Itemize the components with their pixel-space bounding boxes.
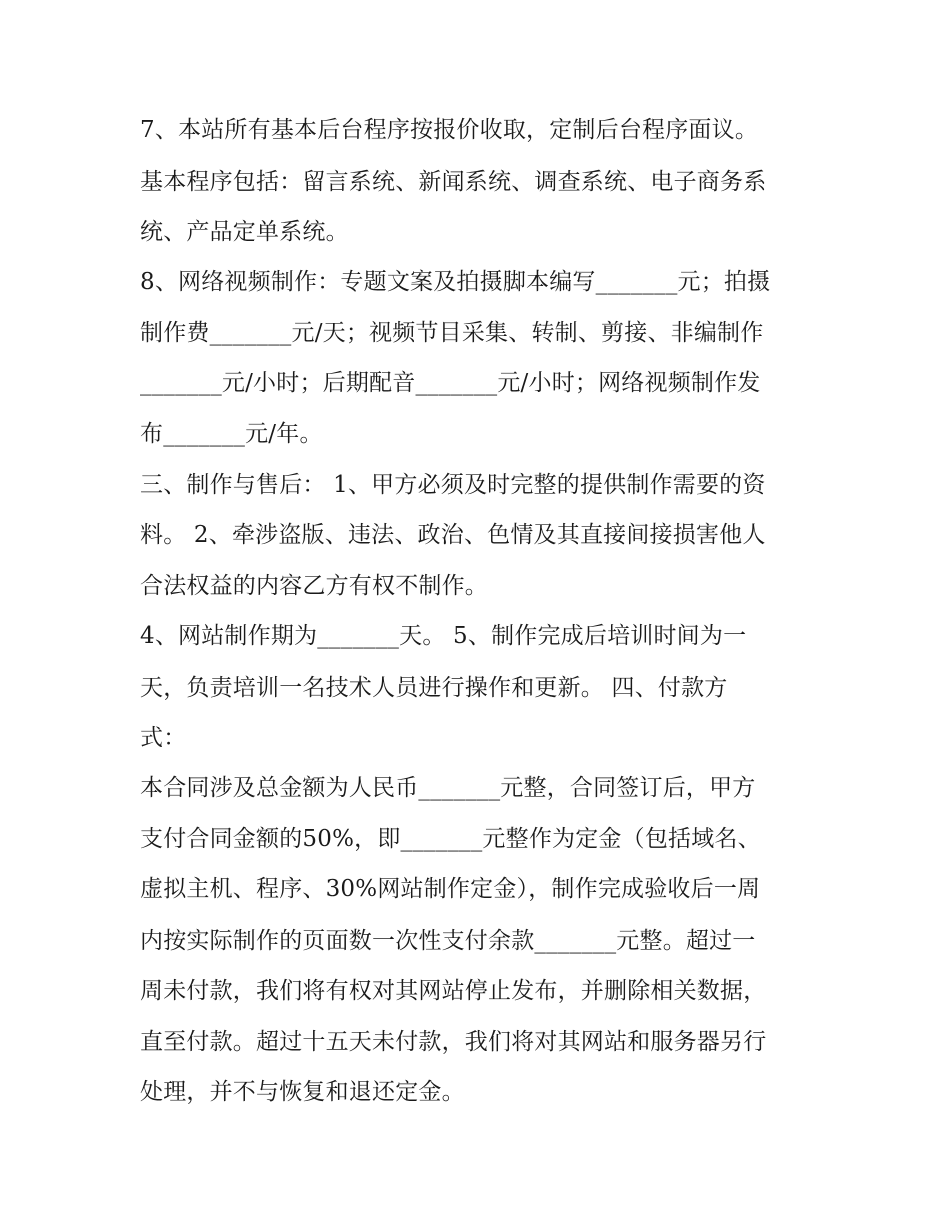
text-line: 天，负责培训一名技术人员进行操作和更新。 四、付款方 (140, 675, 728, 701)
text-line: 8、网络视频制作：专题文案及拍摄脚本编写_______元；拍摄 (140, 269, 771, 295)
text-line: 虚拟主机、程序、30%网站制作定金），制作完成验收后一周 (140, 876, 761, 902)
text-line: 制作费_______元/天；视频节目采集、转制、剪接、非编制作 (140, 320, 764, 346)
text-line: 直至付款。超过十五天未付款，我们将对其网站和服务器另行 (140, 1029, 767, 1055)
text-line: 合法权益的内容乙方有权不制作。 (140, 573, 488, 599)
text-line: 布_______元/年。 (140, 421, 323, 447)
text-line: 三、制作与售后： 1、甲方必须及时完整的提供制作需要的资 (140, 472, 766, 498)
text-line: 周未付款，我们将有权对其网站停止发布，并删除相关数据， (140, 978, 767, 1004)
text-line: 本合同涉及总金额为人民币_______元整，合同签订后，甲方 (140, 775, 756, 801)
text-line: 统、产品定单系统。 (140, 219, 349, 245)
text-line: 处理，并不与恢复和退还定金。 (140, 1079, 465, 1105)
text-line: 内按实际制作的页面数一次性支付余款_______元整。超过一 (140, 928, 756, 954)
text-line: 基本程序包括：留言系统、新闻系统、调查系统、电子商务系 (140, 169, 767, 195)
text-line: _______元/小时；后期配音_______元/小时；网络视频制作发 (140, 370, 761, 396)
text-line: 式： (140, 725, 187, 751)
text-line: 料。 2、牵涉盗版、违法、政治、色情及其直接间接损害他人 (140, 522, 766, 548)
text-line: 支付合同金额的50%，即_______元整作为定金（包括域名、 (140, 826, 761, 852)
text-line: 7、本站所有基本后台程序按报价收取，定制后台程序面议。 (140, 117, 759, 143)
text-line: 4、网站制作期为_______天。 5、制作完成后培训时间为一 (140, 623, 747, 649)
